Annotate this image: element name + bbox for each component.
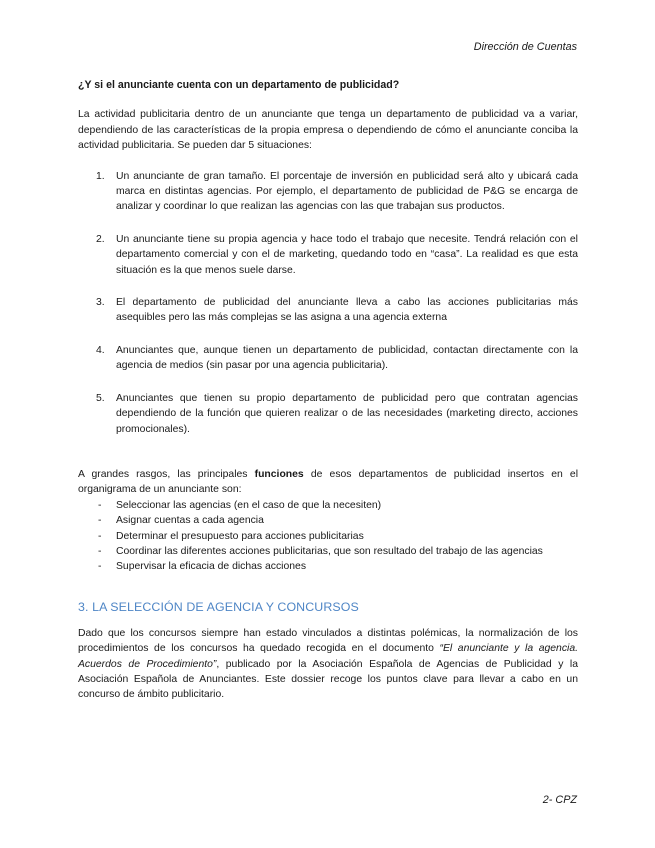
situations-list <box>78 169 578 437</box>
situation-item <box>78 391 578 437</box>
function-text: Asignar cuentas a cada agencia <box>116 515 264 527</box>
function-item <box>78 544 578 559</box>
function-text: Seleccionar las agencias (en el caso de que la necesiten) <box>116 499 382 511</box>
intro-paragraph: La actividad publicitaria dentro de un anunciante que tenga un departamento de publicidad va a variar, dependiendo de las características de la propia empresa o dependiendo de cómo el anunciante conciba la actividad publicitaria. Se pueden dar 5 situaciones: <box>78 109 578 152</box>
function-item <box>78 559 578 574</box>
running-header: Dirección de Cuentas <box>473 41 577 53</box>
situation-number: 5. <box>96 392 105 404</box>
dash-bullet: - <box>98 530 102 542</box>
section-heading-text: 3. LA SELECCIÓN DE AGENCIA Y CONCURSOS <box>78 599 359 614</box>
function-text: Supervisar la eficacia de dichas acciones <box>116 561 307 573</box>
dash-bullet: - <box>98 561 102 573</box>
function-text: Determinar el presupuesto para acciones publicitarias <box>116 530 364 542</box>
situation-text: Anunciantes que tienen su propio departamento de publicidad pero que contratan agencias dependiendo de la función que quieren realizar o de las necesidades (marketing directo, acciones promocionales). <box>116 392 578 435</box>
dash-bullet: - <box>98 515 102 527</box>
section-heading <box>78 599 578 615</box>
question-heading: ¿Y si el anunciante cuenta con un departamento de publicidad? <box>78 79 400 91</box>
situation-number: 3. <box>96 297 105 309</box>
functions-intro-start: A grandes rasgos, las principales <box>78 468 255 480</box>
function-item <box>78 529 578 544</box>
page-content <box>78 78 578 703</box>
situation-number: 4. <box>96 344 105 356</box>
dash-bullet: - <box>98 545 102 557</box>
section-paragraph <box>78 626 578 703</box>
section-paragraph-end: , publicado por la Asociación Española de Agencias de Publicidad y la Asociación Española de Anunciantes. Este dossier recoge los puntos clave para llevar a cabo en un concurso de ámbito publicitario. <box>78 658 578 701</box>
page-footer: 2- CPZ <box>542 794 577 806</box>
functions-intro-end: de esos departamentos de publicidad insertos en el organigrama de un anunciante son: <box>78 468 578 496</box>
situation-number: 2. <box>96 233 105 245</box>
function-item <box>78 498 578 513</box>
situation-item <box>78 232 578 278</box>
situation-text: Un anunciante tiene su propia agencia y hace todo el trabajo que necesite. Tendrá relación con el departamento comercial y con el de marketing, quedando todo en “casa”. La realidad es que esta situación es la que menos suele darse. <box>116 233 578 276</box>
function-text: Coordinar las diferentes acciones publicitarias, que son resultado del trabajo de las agencias <box>116 545 543 557</box>
situation-item <box>78 169 578 215</box>
situation-text: El departamento de publicidad del anunciante lleva a cabo las acciones publicitarias más asequibles pero las más complejas se las asigna a una agencia externa <box>116 297 578 324</box>
situation-text: Un anunciante de gran tamaño. El porcentaje de inversión en publicidad será alto y ubicará cada marca en distintas agencias. Por ejemplo, el departamento de publicidad de P&G se encarga de analizar y coordinar lo que realizan las agencias con las que trabajan sus productos. <box>116 170 578 213</box>
situation-item <box>78 295 578 326</box>
functions-intro <box>78 467 578 498</box>
situation-item <box>78 343 578 374</box>
section-paragraph-start: Dado que los concursos siempre han estado vinculados a distintas polémicas, la normalización de los procedimientos de los concursos ha quedado recogida en el documento <box>78 627 578 655</box>
function-item <box>78 513 578 528</box>
functions-keyword: funciones <box>254 468 304 480</box>
situation-number: 1. <box>96 170 105 182</box>
functions-list <box>78 498 578 575</box>
document-title: “El anunciante y la agencia. Acuerdos de Procedimiento” <box>78 643 578 670</box>
dash-bullet: - <box>98 499 102 511</box>
situation-text: Anunciantes que, aunque tienen un departamento de publicidad, contactan directamente con la agencia de medios (sin pasar por una agencia publicitaria). <box>116 344 578 372</box>
